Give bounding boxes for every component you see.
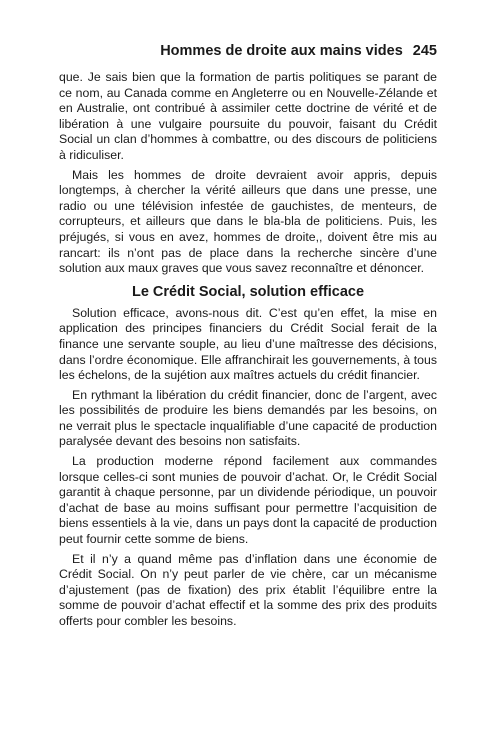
paragraph-continued: que. Je sais bien que la formation de partis politiques se parant de ce nom, au Canada comme en Angleterre ou en Nouvelle-Zélande et en Australie, ont contribué à assimiler cette doctrine de vérité et de libération à une vulgaire poursuite du pouvoir, faisant du Crédit Social un clan d’hommes à combattre, ou des discours de politiciens à ridiculiser.: [59, 70, 437, 162]
running-header-title: Hommes de droite aux mains vides: [160, 43, 403, 59]
paragraph: En rythmant la libération du crédit financier, donc de l’argent, avec les possibilités de produire les biens demandés par les besoins, on ne verrait plus le spectacle inqualifiable d’une capacité de production paralysée devant des besoins non satisfaits.: [59, 387, 437, 449]
paragraph: La production moderne répond facilement aux commandes lorsque celles-ci sont munies de pouvoir d’achat. Or, le Crédit Social garantit à chaque personne, par un dividende périodique, un pouvoir d’achat de base au moins suffisant pour permettre l’acquisition de biens essentiels à la vie, dans un pays dont la capacité de production peut fournir cette somme de biens.: [59, 454, 437, 547]
paragraph: Solution efficace, avons-nous dit. C’est qu’en effet, la mise en application des principes financiers du Crédit Social ferait de la finance une servante souple, au lieu d’une maîtresse des décisions, dans l’ordre économique. Elle affranchirait les gouvernements, à tous les échelons, de la sujétion aux maîtres actuels du crédit financier.: [59, 305, 437, 383]
page-number: 245: [412, 43, 437, 59]
running-header: [59, 42, 437, 60]
book-page: [59, 42, 437, 634]
paragraph: Mais les hommes de droite devraient avoir appris, depuis longtemps, à chercher la vérité ailleurs que dans une presse, une radio ou une télévision infestée de gauchistes, de menteurs, de corrupteurs, et ailleurs que dans le bla-bla de politiciens. Puis, les préjugés, si vous en avez, hommes de droite,, doivent être mis au rancart: ils n’ont pas de place dans la recherche sincère d’une solution aux maux graves que vous savez reconnaître et dénoncer.: [59, 167, 437, 276]
paragraph: Et il n’y a quand même pas d’inflation dans une économie de Crédit Social. On n’y peut parler de vie chère, car un mécanisme d’ajustement (pas de fixation) des prix établit l’équilibre entre la somme de pouvoir d’achat effectif et la somme des prix des produits offerts pour combler les besoins.: [59, 551, 437, 628]
section-heading: Le Crédit Social, solution efficace: [131, 283, 365, 300]
